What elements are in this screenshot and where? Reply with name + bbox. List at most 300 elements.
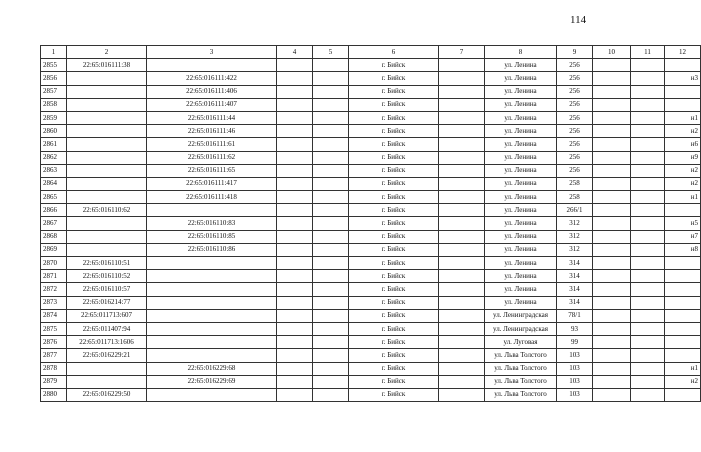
empty-cell — [313, 296, 349, 309]
column-header: 3 — [147, 46, 277, 59]
premises-cell: н1 — [665, 362, 701, 375]
empty-cell — [593, 164, 631, 177]
empty-cell — [593, 72, 631, 85]
empty-cell — [439, 388, 485, 401]
row-number-cell: 2871 — [41, 270, 67, 283]
premises-cell — [665, 59, 701, 72]
table-row — [41, 72, 701, 85]
premises-cell — [665, 283, 701, 296]
empty-cell — [313, 243, 349, 256]
empty-cell — [593, 257, 631, 270]
table-row — [41, 59, 701, 72]
city-cell: г. Бийск — [349, 204, 439, 217]
empty-cell — [631, 191, 665, 204]
row-number-cell: 2869 — [41, 243, 67, 256]
table-row — [41, 362, 701, 375]
table-header — [41, 46, 701, 59]
table-row — [41, 111, 701, 124]
sub-cadastral-number-cell: 22:65:016110:85 — [147, 230, 277, 243]
empty-cell — [439, 98, 485, 111]
sub-cadastral-number-cell — [147, 204, 277, 217]
street-cell: ул. Ленина — [485, 204, 557, 217]
premises-cell: н2 — [665, 164, 701, 177]
city-cell: г. Бийск — [349, 151, 439, 164]
premises-cell — [665, 349, 701, 362]
empty-cell — [277, 177, 313, 190]
empty-cell — [277, 349, 313, 362]
city-cell: г. Бийск — [349, 177, 439, 190]
empty-cell — [313, 270, 349, 283]
sub-cadastral-number-cell — [147, 257, 277, 270]
empty-cell — [313, 375, 349, 388]
house-number-cell: 256 — [557, 125, 593, 138]
empty-cell — [631, 98, 665, 111]
row-number-cell: 2859 — [41, 111, 67, 124]
empty-cell — [631, 72, 665, 85]
sub-cadastral-number-cell: 22:65:016111:418 — [147, 191, 277, 204]
empty-cell — [439, 309, 485, 322]
cadastral-number-cell: 22:65:016110:51 — [67, 257, 147, 270]
column-header: 2 — [67, 46, 147, 59]
house-number-cell: 266/1 — [557, 204, 593, 217]
house-number-cell: 312 — [557, 217, 593, 230]
city-cell: г. Бийск — [349, 72, 439, 85]
empty-cell — [439, 296, 485, 309]
empty-cell — [593, 362, 631, 375]
city-cell: г. Бийск — [349, 98, 439, 111]
empty-cell — [277, 388, 313, 401]
premises-cell — [665, 309, 701, 322]
empty-cell — [439, 283, 485, 296]
city-cell: г. Бийск — [349, 283, 439, 296]
empty-cell — [277, 125, 313, 138]
house-number-cell: 312 — [557, 230, 593, 243]
empty-cell — [593, 125, 631, 138]
empty-cell — [439, 257, 485, 270]
city-cell: г. Бийск — [349, 309, 439, 322]
column-header: 11 — [631, 46, 665, 59]
street-cell: ул. Ленина — [485, 243, 557, 256]
empty-cell — [593, 375, 631, 388]
premises-cell — [665, 204, 701, 217]
city-cell: г. Бийск — [349, 362, 439, 375]
table-row — [41, 98, 701, 111]
empty-cell — [593, 309, 631, 322]
table-row — [41, 309, 701, 322]
cadastral-number-cell — [67, 375, 147, 388]
empty-cell — [439, 138, 485, 151]
column-header: 12 — [665, 46, 701, 59]
house-number-cell: 258 — [557, 177, 593, 190]
sub-cadastral-number-cell — [147, 59, 277, 72]
premises-cell: н3 — [665, 72, 701, 85]
empty-cell — [277, 111, 313, 124]
empty-cell — [313, 388, 349, 401]
empty-cell — [313, 362, 349, 375]
empty-cell — [313, 59, 349, 72]
premises-cell — [665, 388, 701, 401]
empty-cell — [439, 177, 485, 190]
empty-cell — [313, 151, 349, 164]
street-cell: ул. Ленина — [485, 98, 557, 111]
empty-cell — [631, 151, 665, 164]
empty-cell — [439, 191, 485, 204]
sub-cadastral-number-cell: 22:65:016229:68 — [147, 362, 277, 375]
city-cell: г. Бийск — [349, 111, 439, 124]
empty-cell — [593, 388, 631, 401]
premises-cell — [665, 270, 701, 283]
city-cell: г. Бийск — [349, 322, 439, 335]
empty-cell — [277, 164, 313, 177]
page-number: 114 — [570, 14, 587, 26]
street-cell: ул. Льва Толстого — [485, 375, 557, 388]
house-number-cell: 256 — [557, 164, 593, 177]
empty-cell — [439, 362, 485, 375]
table-row — [41, 151, 701, 164]
premises-cell: н6 — [665, 138, 701, 151]
sub-cadastral-number-cell: 22:65:016111:62 — [147, 151, 277, 164]
empty-cell — [277, 191, 313, 204]
empty-cell — [313, 111, 349, 124]
empty-cell — [313, 204, 349, 217]
cadastral-number-cell — [67, 362, 147, 375]
column-header: 7 — [439, 46, 485, 59]
table-row — [41, 296, 701, 309]
empty-cell — [631, 125, 665, 138]
empty-cell — [631, 322, 665, 335]
empty-cell — [439, 270, 485, 283]
street-cell: ул. Луговая — [485, 336, 557, 349]
empty-cell — [277, 336, 313, 349]
empty-cell — [313, 217, 349, 230]
empty-cell — [277, 85, 313, 98]
sub-cadastral-number-cell: 22:65:016111:406 — [147, 85, 277, 98]
row-number-cell: 2863 — [41, 164, 67, 177]
table-row — [41, 388, 701, 401]
column-header: 4 — [277, 46, 313, 59]
empty-cell — [277, 138, 313, 151]
street-cell: ул. Ленина — [485, 111, 557, 124]
cadastral-number-cell — [67, 125, 147, 138]
column-header: 6 — [349, 46, 439, 59]
empty-cell — [631, 362, 665, 375]
sub-cadastral-number-cell: 22:65:016111:65 — [147, 164, 277, 177]
empty-cell — [593, 85, 631, 98]
table-row — [41, 138, 701, 151]
table-row — [41, 230, 701, 243]
row-number-cell: 2860 — [41, 125, 67, 138]
house-number-cell: 93 — [557, 322, 593, 335]
premises-cell: н2 — [665, 125, 701, 138]
empty-cell — [631, 217, 665, 230]
street-cell: ул. Ленина — [485, 125, 557, 138]
empty-cell — [277, 98, 313, 111]
empty-cell — [313, 230, 349, 243]
empty-cell — [439, 204, 485, 217]
sub-cadastral-number-cell: 22:65:016110:86 — [147, 243, 277, 256]
empty-cell — [593, 283, 631, 296]
cadastral-number-cell: 22:65:016229:21 — [67, 349, 147, 362]
city-cell: г. Бийск — [349, 217, 439, 230]
cadastral-number-cell: 22:65:011713:607 — [67, 309, 147, 322]
empty-cell — [313, 138, 349, 151]
street-cell: ул. Ленина — [485, 177, 557, 190]
street-cell: ул. Ленина — [485, 257, 557, 270]
empty-cell — [313, 283, 349, 296]
city-cell: г. Бийск — [349, 164, 439, 177]
cadastral-number-cell: 22:65:011713:1606 — [67, 336, 147, 349]
empty-cell — [593, 191, 631, 204]
cadastral-number-cell — [67, 151, 147, 164]
sub-cadastral-number-cell: 22:65:016111:407 — [147, 98, 277, 111]
street-cell: ул. Ленина — [485, 151, 557, 164]
empty-cell — [631, 349, 665, 362]
cadastral-number-cell: 22:65:016229:50 — [67, 388, 147, 401]
house-number-cell: 256 — [557, 98, 593, 111]
city-cell: г. Бийск — [349, 270, 439, 283]
empty-cell — [631, 336, 665, 349]
empty-cell — [277, 72, 313, 85]
empty-cell — [313, 349, 349, 362]
street-cell: ул. Ленина — [485, 85, 557, 98]
empty-cell — [631, 111, 665, 124]
empty-cell — [277, 296, 313, 309]
cadastral-number-cell — [67, 98, 147, 111]
empty-cell — [313, 336, 349, 349]
table-row — [41, 336, 701, 349]
city-cell: г. Бийск — [349, 296, 439, 309]
cadastral-number-cell: 22:65:016110:52 — [67, 270, 147, 283]
house-number-cell: 256 — [557, 85, 593, 98]
premises-cell: н8 — [665, 243, 701, 256]
row-number-cell: 2867 — [41, 217, 67, 230]
city-cell: г. Бийск — [349, 191, 439, 204]
empty-cell — [631, 388, 665, 401]
empty-cell — [593, 138, 631, 151]
row-number-cell: 2879 — [41, 375, 67, 388]
empty-cell — [277, 217, 313, 230]
house-number-cell: 312 — [557, 243, 593, 256]
sub-cadastral-number-cell — [147, 296, 277, 309]
cadastral-number-cell — [67, 164, 147, 177]
cadastral-number-cell — [67, 85, 147, 98]
column-header: 5 — [313, 46, 349, 59]
empty-cell — [313, 164, 349, 177]
sub-cadastral-number-cell: 22:65:016229:69 — [147, 375, 277, 388]
row-number-cell: 2876 — [41, 336, 67, 349]
empty-cell — [313, 191, 349, 204]
empty-cell — [439, 59, 485, 72]
empty-cell — [439, 111, 485, 124]
table-row — [41, 322, 701, 335]
row-number-cell: 2865 — [41, 191, 67, 204]
empty-cell — [277, 59, 313, 72]
city-cell: г. Бийск — [349, 138, 439, 151]
cadastral-number-cell — [67, 230, 147, 243]
empty-cell — [277, 257, 313, 270]
cadastral-number-cell — [67, 217, 147, 230]
empty-cell — [593, 243, 631, 256]
empty-cell — [593, 177, 631, 190]
cadastral-number-cell — [67, 72, 147, 85]
house-number-cell: 314 — [557, 283, 593, 296]
cadastral-number-cell: 22:65:016111:38 — [67, 59, 147, 72]
empty-cell — [439, 349, 485, 362]
premises-cell — [665, 85, 701, 98]
registry-table — [40, 45, 701, 402]
street-cell: ул. Ленина — [485, 59, 557, 72]
street-cell: ул. Ленина — [485, 230, 557, 243]
empty-cell — [631, 375, 665, 388]
sub-cadastral-number-cell — [147, 322, 277, 335]
cadastral-number-cell — [67, 243, 147, 256]
empty-cell — [313, 85, 349, 98]
row-number-cell: 2857 — [41, 85, 67, 98]
table-row — [41, 257, 701, 270]
sub-cadastral-number-cell — [147, 336, 277, 349]
empty-cell — [631, 270, 665, 283]
city-cell: г. Бийск — [349, 243, 439, 256]
house-number-cell: 103 — [557, 375, 593, 388]
premises-cell — [665, 336, 701, 349]
empty-cell — [277, 375, 313, 388]
street-cell: ул. Ленина — [485, 164, 557, 177]
empty-cell — [593, 349, 631, 362]
empty-cell — [631, 59, 665, 72]
empty-cell — [313, 98, 349, 111]
empty-cell — [439, 230, 485, 243]
empty-cell — [277, 243, 313, 256]
row-number-cell: 2877 — [41, 349, 67, 362]
row-number-cell: 2864 — [41, 177, 67, 190]
empty-cell — [277, 283, 313, 296]
empty-cell — [277, 362, 313, 375]
empty-cell — [277, 230, 313, 243]
sub-cadastral-number-cell: 22:65:016111:417 — [147, 177, 277, 190]
empty-cell — [593, 336, 631, 349]
empty-cell — [631, 85, 665, 98]
empty-cell — [593, 111, 631, 124]
empty-cell — [439, 164, 485, 177]
empty-cell — [439, 375, 485, 388]
empty-cell — [631, 283, 665, 296]
empty-cell — [439, 85, 485, 98]
street-cell: ул. Ленина — [485, 283, 557, 296]
table-row — [41, 164, 701, 177]
empty-cell — [313, 177, 349, 190]
row-number-cell: 2874 — [41, 309, 67, 322]
premises-cell: н1 — [665, 191, 701, 204]
row-number-cell: 2861 — [41, 138, 67, 151]
sub-cadastral-number-cell: 22:65:016111:422 — [147, 72, 277, 85]
cadastral-number-cell — [67, 191, 147, 204]
empty-cell — [593, 98, 631, 111]
empty-cell — [631, 243, 665, 256]
house-number-cell: 256 — [557, 138, 593, 151]
premises-cell — [665, 98, 701, 111]
empty-cell — [277, 270, 313, 283]
empty-cell — [631, 204, 665, 217]
street-cell: ул. Ленина — [485, 270, 557, 283]
premises-cell — [665, 296, 701, 309]
empty-cell — [593, 151, 631, 164]
premises-cell: н2 — [665, 375, 701, 388]
premises-cell: н1 — [665, 111, 701, 124]
street-cell: ул. Ленина — [485, 217, 557, 230]
sub-cadastral-number-cell — [147, 270, 277, 283]
street-cell: ул. Льва Толстого — [485, 349, 557, 362]
house-number-cell: 314 — [557, 257, 593, 270]
empty-cell — [593, 217, 631, 230]
row-number-cell: 2855 — [41, 59, 67, 72]
house-number-cell: 314 — [557, 270, 593, 283]
empty-cell — [439, 336, 485, 349]
row-number-cell: 2873 — [41, 296, 67, 309]
row-number-cell: 2858 — [41, 98, 67, 111]
city-cell: г. Бийск — [349, 125, 439, 138]
sub-cadastral-number-cell: 22:65:016110:83 — [147, 217, 277, 230]
empty-cell — [313, 309, 349, 322]
empty-cell — [439, 243, 485, 256]
column-header: 9 — [557, 46, 593, 59]
sub-cadastral-number-cell: 22:65:016111:44 — [147, 111, 277, 124]
column-header: 1 — [41, 46, 67, 59]
table-row — [41, 349, 701, 362]
cadastral-number-cell: 22:65:016110:62 — [67, 204, 147, 217]
table-row — [41, 204, 701, 217]
empty-cell — [277, 322, 313, 335]
empty-cell — [593, 322, 631, 335]
street-cell: ул. Ленина — [485, 138, 557, 151]
city-cell: г. Бийск — [349, 59, 439, 72]
street-cell: ул. Ленина — [485, 296, 557, 309]
house-number-cell: 256 — [557, 111, 593, 124]
empty-cell — [593, 270, 631, 283]
sub-cadastral-number-cell — [147, 309, 277, 322]
empty-cell — [277, 151, 313, 164]
empty-cell — [631, 309, 665, 322]
house-number-cell: 258 — [557, 191, 593, 204]
street-cell: ул. Ленинградская — [485, 322, 557, 335]
house-number-cell: 99 — [557, 336, 593, 349]
empty-cell — [593, 59, 631, 72]
sub-cadastral-number-cell — [147, 349, 277, 362]
empty-cell — [313, 125, 349, 138]
empty-cell — [277, 204, 313, 217]
empty-cell — [439, 72, 485, 85]
table-row — [41, 217, 701, 230]
empty-cell — [631, 177, 665, 190]
cadastral-number-cell: 22:65:016110:57 — [67, 283, 147, 296]
empty-cell — [593, 230, 631, 243]
table-body — [41, 59, 701, 402]
cadastral-number-cell: 22:65:011407:94 — [67, 322, 147, 335]
premises-cell — [665, 257, 701, 270]
table-row — [41, 243, 701, 256]
table-row — [41, 85, 701, 98]
premises-cell: н9 — [665, 151, 701, 164]
premises-cell: н5 — [665, 217, 701, 230]
table-row — [41, 191, 701, 204]
table-row — [41, 375, 701, 388]
city-cell: г. Бийск — [349, 230, 439, 243]
city-cell: г. Бийск — [349, 388, 439, 401]
sub-cadastral-number-cell: 22:65:016111:61 — [147, 138, 277, 151]
empty-cell — [631, 257, 665, 270]
city-cell: г. Бийск — [349, 349, 439, 362]
cadastral-number-cell — [67, 138, 147, 151]
empty-cell — [631, 296, 665, 309]
